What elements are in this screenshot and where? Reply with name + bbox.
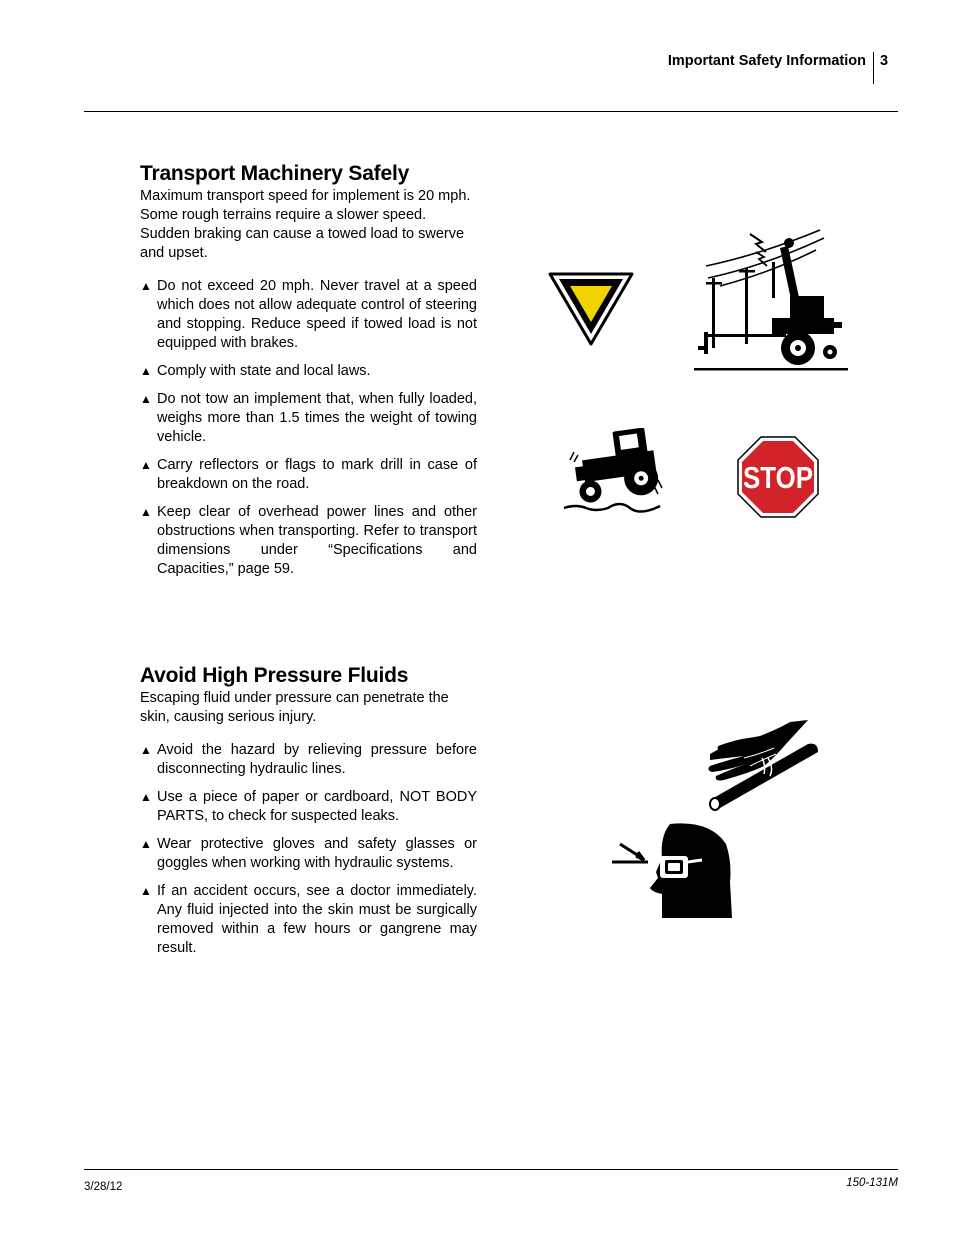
list-item: ▲ Wear protective gloves and safety glasses or goggles when working with hydraulic systems. [140, 836, 477, 871]
section-intro: Escaping fluid under pressure can penetrate the skin, causing serious injury. [140, 690, 449, 725]
triangle-bullet-icon: ▲ [140, 743, 152, 757]
running-header-title: Important Safety Information [667, 53, 866, 69]
bullet-list [140, 277, 477, 579]
section-heading: Avoid High Pressure Fluids [140, 664, 409, 687]
footer-rule [84, 1169, 898, 1170]
header-divider [873, 52, 874, 84]
list-item: ▲ Use a piece of paper or cardboard, NOT BODY PARTS, to check for suspected leaks. [140, 789, 477, 824]
bullet-list [140, 741, 477, 958]
power-line-tractor-icon [692, 226, 852, 374]
footer-doc-number: 150-131M [846, 1177, 898, 1189]
yield-sign-icon [548, 271, 634, 347]
section-intro: Maximum transport speed for implement is 20 mph. Some rough terrains require a slower speed. Sudden braking can cause a towed load to swerve and upset. [140, 188, 471, 261]
section-heading: Transport Machinery Safely [140, 162, 410, 185]
triangle-bullet-icon: ▲ [140, 364, 152, 378]
page-number: 3 [880, 53, 889, 69]
tractor-rough-terrain-icon [562, 428, 666, 514]
triangle-bullet-icon: ▲ [140, 505, 152, 519]
triangle-bullet-icon: ▲ [140, 790, 152, 804]
list-item: ▲ Comply with state and local laws. [140, 363, 371, 379]
list-item: ▲ Carry reflectors or flags to mark drill in case of breakdown on the road. [140, 457, 477, 492]
section-transport [140, 161, 477, 588]
header-rule [84, 111, 898, 112]
triangle-bullet-icon: ▲ [140, 884, 152, 898]
list-item: ▲ Do not exceed 20 mph. Never travel at a speed which does not allow adequate control of steering and stopping. Reduce speed if towed load is not equipped with brakes. [140, 278, 477, 351]
footer-date: 3/28/12 [84, 1181, 123, 1193]
triangle-bullet-icon: ▲ [140, 279, 152, 293]
triangle-bullet-icon: ▲ [140, 392, 152, 406]
triangle-bullet-icon: ▲ [140, 458, 152, 472]
list-item: ▲ Keep clear of overhead power lines and other obstructions when transporting. Refer to transport dimensions under “Specifications and Capacities,” page 59. [140, 504, 477, 577]
stop-sign-icon [736, 435, 820, 519]
list-item: ▲ Avoid the hazard by relieving pressure before disconnecting hydraulic lines. [140, 742, 477, 777]
triangle-bullet-icon: ▲ [140, 837, 152, 851]
section-fluids [140, 663, 477, 967]
stop-sign-text: STOP [743, 460, 813, 495]
list-item: ▲ Do not tow an implement that, when fully loaded, weighs more than 1.5 times the weight of towing vehicle. [140, 391, 477, 445]
hand-hose-leak-icon [704, 718, 822, 812]
list-item: ▲ If an accident occurs, see a doctor immediately. Any fluid injected into the skin must be surgically removed within a few hours or gangrene may result. [140, 883, 477, 956]
safety-goggles-head-icon [610, 822, 736, 920]
